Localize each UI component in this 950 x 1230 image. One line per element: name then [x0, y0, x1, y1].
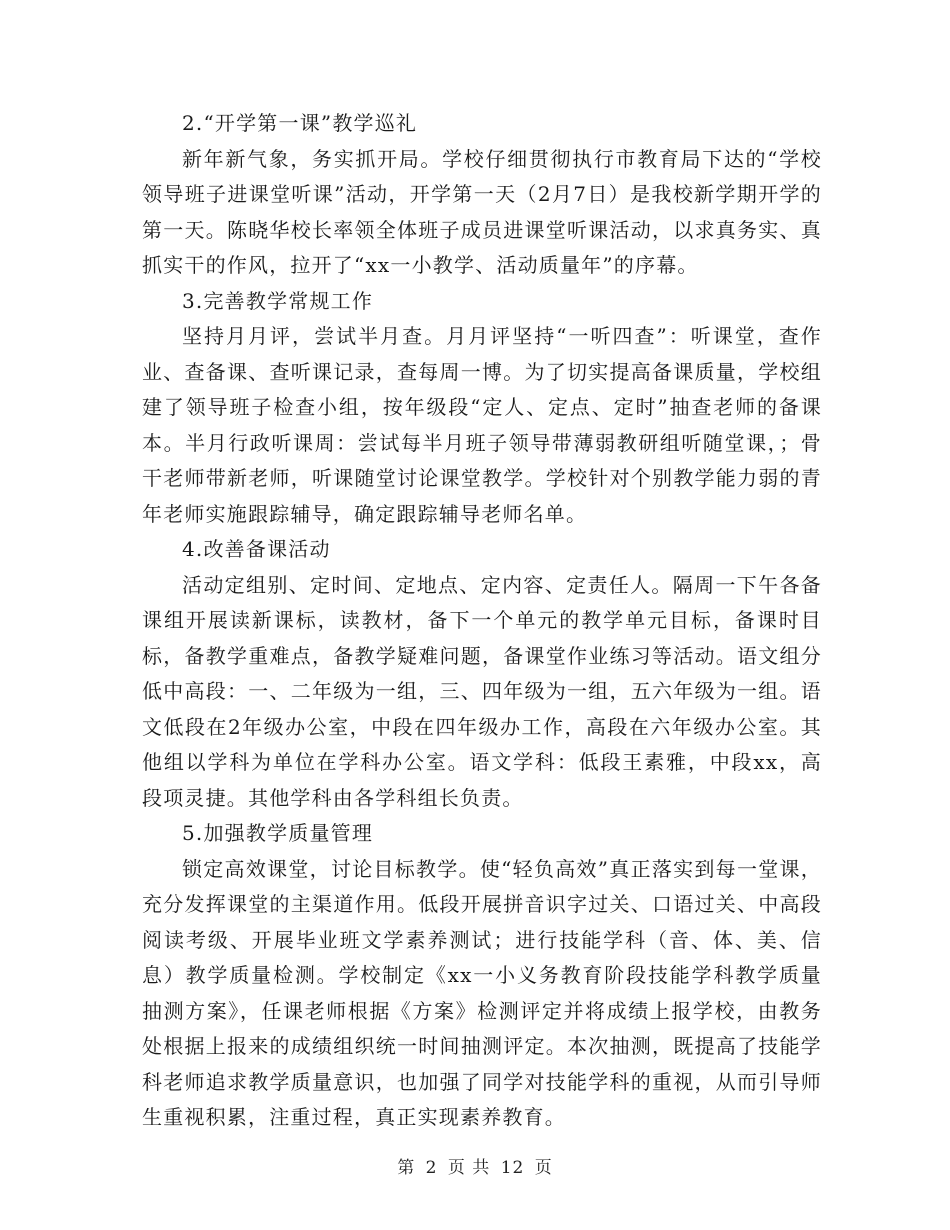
section-paragraph: 活动定组别、定时间、定地点、定内容、定责任人。隔周一下午各备课组开展读新课标，读教材，备下一个单元的教学单元目标，备课时目标，备教学重难点，备教学疑难问题，备课堂作业练习等活动。语文组分低中高段：一、二年级为一组，三、四年级为一组，五六年级为一组。语文低段在2年级办公室，中段在四年级办工作，高段在六年级办公室。其他组以学科为单位在学科办公室。语文学科：低段王素雅，中段xx，高段项灵捷。其他学科由各学科组长负责。 — [142, 572, 822, 810]
section-heading: 2.“开学第一课”教学巡礼 — [182, 111, 418, 135]
footer-prefix: 第 — [397, 1158, 416, 1178]
footer-page-number: 2 — [425, 1158, 438, 1178]
section-heading: 4.改善备课活动 — [182, 537, 331, 561]
document-body — [142, 106, 822, 1136]
section-paragraph: 新年新气象，务实抓开局。学校仔细贯彻执行市教育局下达的“学校领导班子进课堂听课”活动，开学第一天（2月7日）是我校新学期开学的第一天。陈晓华校长率领全体班子成员进课堂听课活动，以求真务实、真抓实干的作风，拉开了“xx一小教学、活动质量年”的序幕。 — [142, 146, 822, 277]
section-paragraph: 锁定高效课堂，讨论目标教学。使“轻负高效”真正落实到每一堂课，充分发挥课堂的主渠道作用。低段开展拼音识字过关、口语过关、中高段阅读考级、开展毕业班文学素养测试；进行技能学科（音、体、美、信息）教学质量检测。学校制定《xx一小义务教育阶段技能学科教学质量抽测方案》，任课老师根据《方案》检测评定并将成绩上报学校，由教务处根据上报来的成绩组织统一时间抽测评定。本次抽测，既提高了技能学科老师追求教学质量意识，也加强了同学对技能学科的重视，从而引导师生重视积累，注重过程，真正实现素养教育。 — [142, 856, 822, 1129]
footer-suffix: 页 — [534, 1158, 553, 1178]
footer-total-pages: 12 — [500, 1158, 525, 1178]
page-footer — [0, 1153, 950, 1178]
section-heading: 3.完善教学常规工作 — [182, 288, 374, 313]
section-paragraph: 坚持月月评，尝试半月查。月月评坚持“一听四查”：听课堂，查作业、查备课、查听课记录，查每周一博。为了切实提高备课质量，学校组建了领导班子检查小组，按年级段“定人、定点、定时”抽查老师的备课本。半月行政听课周：尝试每半月班子领导带薄弱教研组听随堂课，；骨干老师带新老师，听课随堂讨论课堂教学。学校针对个别教学能力弱的青年老师实施跟踪辅导，确定跟踪辅导老师名单。 — [142, 324, 822, 526]
footer-middle: 页 共 — [447, 1158, 491, 1178]
section-heading: 5.加强教学质量管理 — [182, 821, 374, 845]
